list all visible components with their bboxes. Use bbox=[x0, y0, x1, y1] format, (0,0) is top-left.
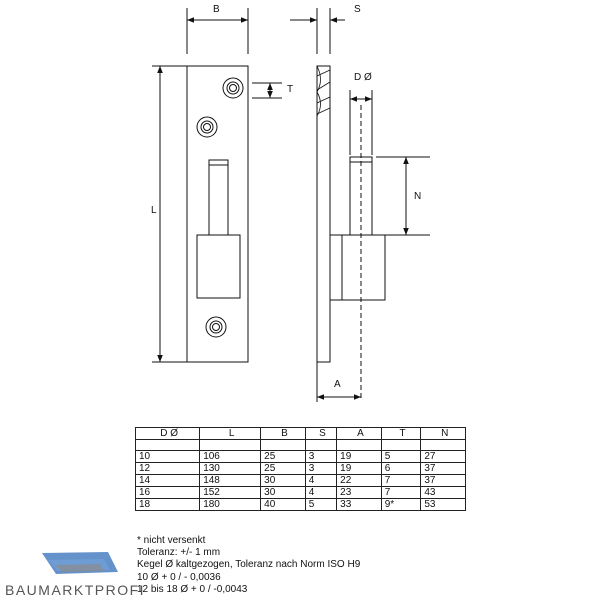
table-cell: 6 bbox=[381, 463, 421, 475]
logo-watermark-text: BAUMARKTPROFI bbox=[5, 582, 146, 598]
pin-front bbox=[209, 160, 228, 235]
table-header-row bbox=[136, 428, 466, 440]
table-row bbox=[136, 475, 466, 487]
table-cell: 148 bbox=[200, 475, 261, 487]
table-cell: 25 bbox=[261, 463, 306, 475]
table-cell: 23 bbox=[337, 487, 382, 499]
table-cell: 22 bbox=[337, 475, 382, 487]
header-cell: L bbox=[200, 428, 261, 440]
table-row bbox=[136, 487, 466, 499]
table-cell: 3 bbox=[305, 451, 336, 463]
header-cell: S bbox=[305, 428, 336, 440]
table-cell: 25 bbox=[261, 451, 306, 463]
table-cell: 4 bbox=[305, 487, 336, 499]
note-line: Toleranz: +/- 1 mm bbox=[137, 547, 221, 559]
table-cell: 5 bbox=[305, 499, 336, 511]
header-cell: N bbox=[421, 428, 466, 440]
collar-front bbox=[197, 235, 240, 298]
table-cell: 37 bbox=[421, 475, 466, 487]
header-cell: D Ø bbox=[136, 428, 200, 440]
table-cell: 33 bbox=[337, 499, 382, 511]
table-row bbox=[136, 451, 466, 463]
dim-label-a: A bbox=[334, 379, 341, 390]
dim-label-n: N bbox=[414, 191, 422, 202]
note-line: 12 bis 18 Ø + 0 / -0,0043 bbox=[137, 583, 248, 595]
dim-label-t: T bbox=[287, 84, 294, 95]
table-cell: 18 bbox=[136, 499, 200, 511]
spec-table bbox=[135, 427, 466, 511]
table-cell: 14 bbox=[136, 475, 200, 487]
table-cell: 4 bbox=[305, 475, 336, 487]
table-cell: 130 bbox=[200, 463, 261, 475]
table-row bbox=[136, 499, 466, 511]
table-cell: 7 bbox=[381, 475, 421, 487]
collar-side bbox=[330, 235, 385, 300]
table-cell: 19 bbox=[337, 463, 382, 475]
header-cell: T bbox=[381, 428, 421, 440]
table-cell: 30 bbox=[261, 475, 306, 487]
table-cell: 106 bbox=[200, 451, 261, 463]
table-cell: 12 bbox=[136, 463, 200, 475]
table-cell: 152 bbox=[200, 487, 261, 499]
dim-label-d: D Ø bbox=[354, 72, 372, 83]
header-cell: B bbox=[261, 428, 306, 440]
table-cell: 3 bbox=[305, 463, 336, 475]
table-cell: 16 bbox=[136, 487, 200, 499]
table-cell: 180 bbox=[200, 499, 261, 511]
table-spacer-row bbox=[136, 440, 466, 451]
table-row bbox=[136, 463, 466, 475]
table-cell: 9* bbox=[381, 499, 421, 511]
table-cell: 37 bbox=[421, 463, 466, 475]
table-cell: 19 bbox=[337, 451, 382, 463]
side-plate bbox=[317, 66, 330, 362]
table-cell: 27 bbox=[421, 451, 466, 463]
header-cell: A bbox=[337, 428, 382, 440]
note-line: 10 Ø + 0 / - 0,0036 bbox=[137, 571, 221, 583]
notes-block bbox=[137, 535, 360, 596]
table-cell: 7 bbox=[381, 487, 421, 499]
note-line: * nicht versenkt bbox=[137, 535, 206, 546]
table-cell: 10 bbox=[136, 451, 200, 463]
dim-label-l: L bbox=[151, 205, 157, 216]
table-cell: 5 bbox=[381, 451, 421, 463]
note-line: Kegel Ø kaltgezogen, Toleranz nach Norm ISO H9 bbox=[137, 559, 361, 571]
dim-label-s: S bbox=[354, 4, 361, 15]
table-cell: 30 bbox=[261, 487, 306, 499]
table-cell: 53 bbox=[421, 499, 466, 511]
table-cell: 43 bbox=[421, 487, 466, 499]
table-cell: 40 bbox=[261, 499, 306, 511]
dim-label-b: B bbox=[213, 4, 220, 15]
